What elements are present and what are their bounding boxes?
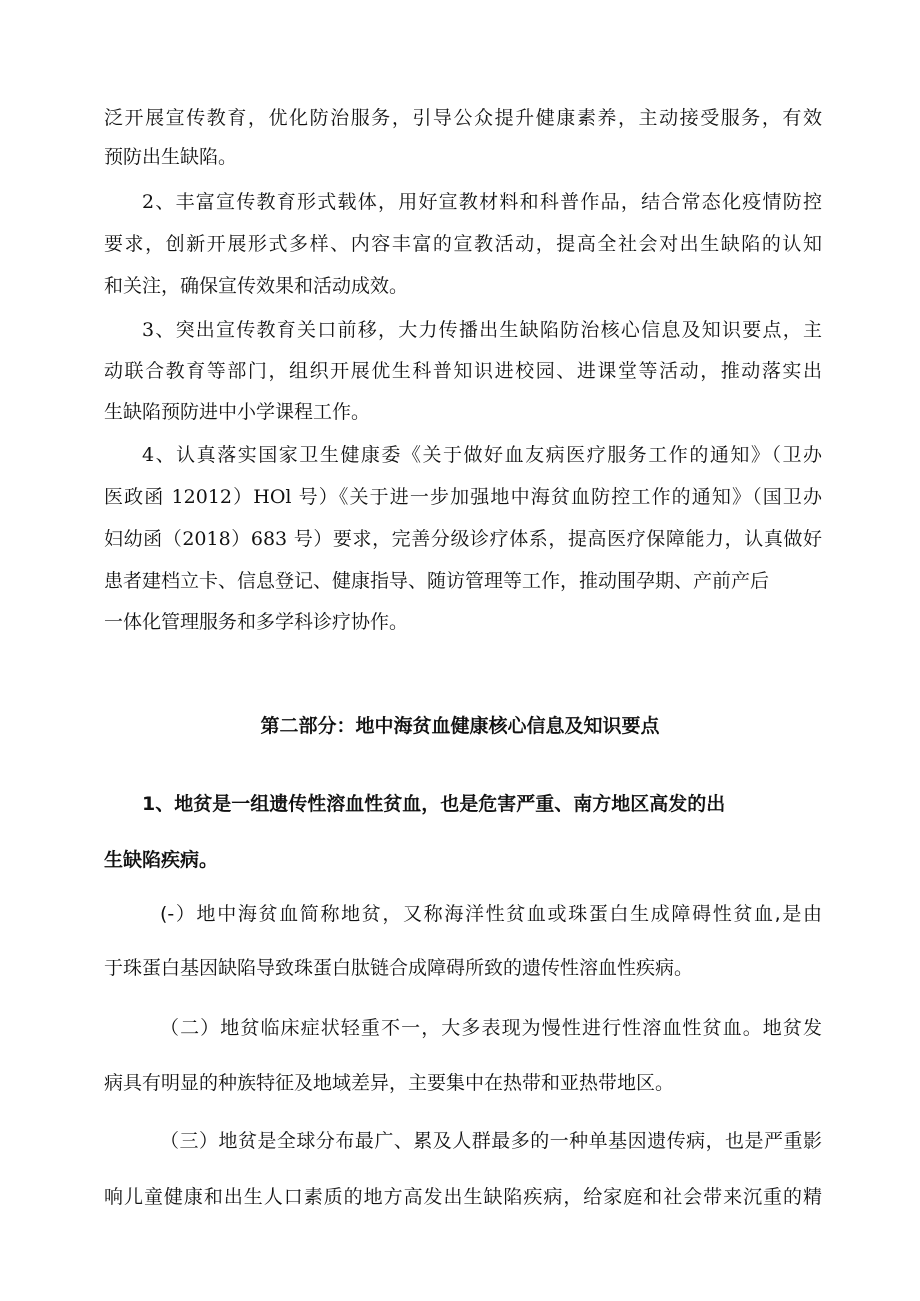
section-heading: 第二部分：地中海贫血健康核心信息及知识要点 (260, 715, 660, 737)
body-line: 动联合教育等部门，组织开展优生科普知识进校园、进课堂等活动，推动落实出 (104, 360, 822, 382)
body-line: 3、突出宣传教育关口前移，大力传播出生缺陷防治核心信息及知识要点，主 (142, 319, 822, 341)
body-line: （二）地贫临床症状轻重不一，大多表现为慢性进行性溶血性贫血。地贫发 (160, 1017, 822, 1039)
body-line: 响儿童健康和出生人口素质的地方高发出生缺陷疾病，给家庭和社会带来沉重的精 (104, 1186, 822, 1208)
body-line: 4、认真落实国家卫生健康委《关于做好血友病医疗服务工作的通知》（卫办 (142, 444, 822, 466)
body-line: 医政函 12012）HOl 号）《关于进一步加强地中海贫血防控工作的通知》（国卫办 (104, 486, 822, 508)
body-line: 于珠蛋白基因缺陷导致珠蛋白肽链合成障碍所致的遗传性溶血性疾病。 (104, 957, 694, 979)
body-line: (-）地中海贫血简称地贫，又称海洋性贫血或珠蛋白生成障碍性贫血,是由 (160, 903, 822, 925)
body-line: （三）地贫是全球分布最广、累及人群最多的一种单基因遗传病，也是严重影 (160, 1130, 822, 1152)
body-line: 要求，创新开展形式多样、内容丰富的宣教活动，提高全社会对出生缺陷的认知 (104, 233, 822, 255)
body-line: 2、丰富宣传教育形式载体，用好宣教材料和科普作品，结合常态化疫情防控 (142, 191, 822, 213)
body-line: 和关注，确保宣传效果和活动成效。 (104, 275, 409, 297)
body-line: 一体化管理服务和多学科诊疗协作。 (104, 611, 409, 633)
body-line: 泛开展宣传教育，优化防治服务，引导公众提升健康素养，主动接受服务，有效 (104, 107, 822, 129)
body-line: 妇幼函（2018）683 号）要求，完善分级诊疗体系，提高医疗保障能力，认真做好 (104, 528, 822, 550)
body-line: 病具有明显的种族特征及地域差异，主要集中在热带和亚热带地区。 (104, 1072, 675, 1094)
body-line: 患者建档立卡、信息登记、健康指导、随访管理等工作，推动围孕期、产前产后 (104, 570, 770, 592)
point-heading-line: 1、地贫是一组遗传性溶血性贫血，也是危害严重、南方地区高发的出 (142, 793, 726, 815)
point-heading-line: 生缺陷疾病。 (104, 849, 219, 871)
body-line: 预防出生缺陷。 (104, 146, 238, 168)
body-line: 生缺陷预防进中小学课程工作。 (104, 401, 371, 423)
